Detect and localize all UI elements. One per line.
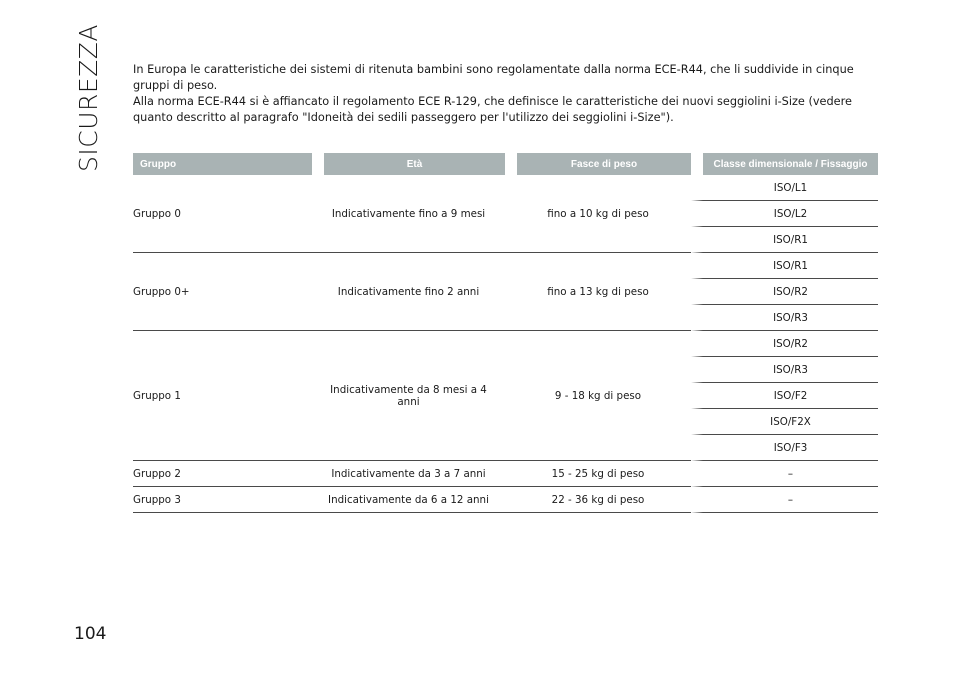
header-classe-fissaggio: Classe dimensionale / Fissaggio bbox=[691, 153, 878, 175]
group-cell: Gruppo 2 bbox=[133, 461, 312, 487]
age-cell: Indicativamente da 8 mesi a 4 anni bbox=[330, 383, 487, 408]
class-cell: ISO/F2 bbox=[691, 383, 878, 409]
table-row bbox=[133, 331, 878, 357]
class-cell: ISO/R1 bbox=[691, 253, 878, 279]
intro-text bbox=[133, 62, 878, 126]
table-row bbox=[133, 253, 878, 279]
section-title: SICUREZZA bbox=[74, 23, 103, 172]
table-header-row bbox=[133, 153, 878, 175]
weight-cell: 15 - 25 kg di peso bbox=[505, 461, 691, 487]
child-seat-groups-table bbox=[133, 153, 878, 513]
group-cell: Gruppo 3 bbox=[133, 487, 312, 513]
intro-paragraph-2: Alla norma ECE-R44 si è affiancato il regolamento ECE R-129, che definisce le caratteristiche dei nuovi seggiolini i-Size (vedere quanto descritto al paragrafo "Idoneità dei sedili passeggero per l'utilizzo dei seggiolini i-Size"). bbox=[133, 95, 852, 124]
group-cell: Gruppo 0+ bbox=[133, 253, 312, 331]
age-cell: Indicativamente fino a 9 mesi bbox=[312, 175, 505, 253]
age-cell: Indicativamente da 6 a 12 anni bbox=[312, 487, 505, 513]
table-row bbox=[133, 175, 878, 201]
class-cell: ISO/R1 bbox=[691, 227, 878, 253]
weight-cell: fino a 13 kg di peso bbox=[505, 253, 691, 331]
group-cell: Gruppo 1 bbox=[133, 331, 312, 461]
class-cell: ISO/F2X bbox=[691, 409, 878, 435]
class-cell: ISO/L1 bbox=[691, 175, 878, 201]
header-gruppo: Gruppo bbox=[133, 153, 312, 175]
class-cell: – bbox=[691, 461, 878, 487]
weight-cell: 22 - 36 kg di peso bbox=[505, 487, 691, 513]
class-cell: ISO/R2 bbox=[691, 279, 878, 305]
age-cell: Indicativamente da 3 a 7 anni bbox=[312, 461, 505, 487]
class-cell: ISO/R3 bbox=[691, 357, 878, 383]
class-cell: ISO/L2 bbox=[691, 201, 878, 227]
class-cell: ISO/R2 bbox=[691, 331, 878, 357]
weight-cell: fino a 10 kg di peso bbox=[505, 175, 691, 253]
page-number: 104 bbox=[74, 624, 107, 644]
class-cell: ISO/F3 bbox=[691, 435, 878, 461]
header-fasce-di-peso: Fasce di peso bbox=[505, 153, 691, 175]
intro-paragraph-1: In Europa le caratteristiche dei sistemi di ritenuta bambini sono regolamentate dalla norma ECE-R44, che li suddivide in cinque gruppi di peso. bbox=[133, 63, 854, 92]
class-cell: – bbox=[691, 487, 878, 513]
table-row bbox=[133, 487, 878, 513]
age-cell-container bbox=[312, 331, 505, 461]
class-cell: ISO/R3 bbox=[691, 305, 878, 331]
age-cell: Indicativamente fino 2 anni bbox=[312, 253, 505, 331]
weight-cell: 9 - 18 kg di peso bbox=[505, 331, 691, 461]
group-cell: Gruppo 0 bbox=[133, 175, 312, 253]
table-row bbox=[133, 461, 878, 487]
header-eta: Età bbox=[312, 153, 505, 175]
